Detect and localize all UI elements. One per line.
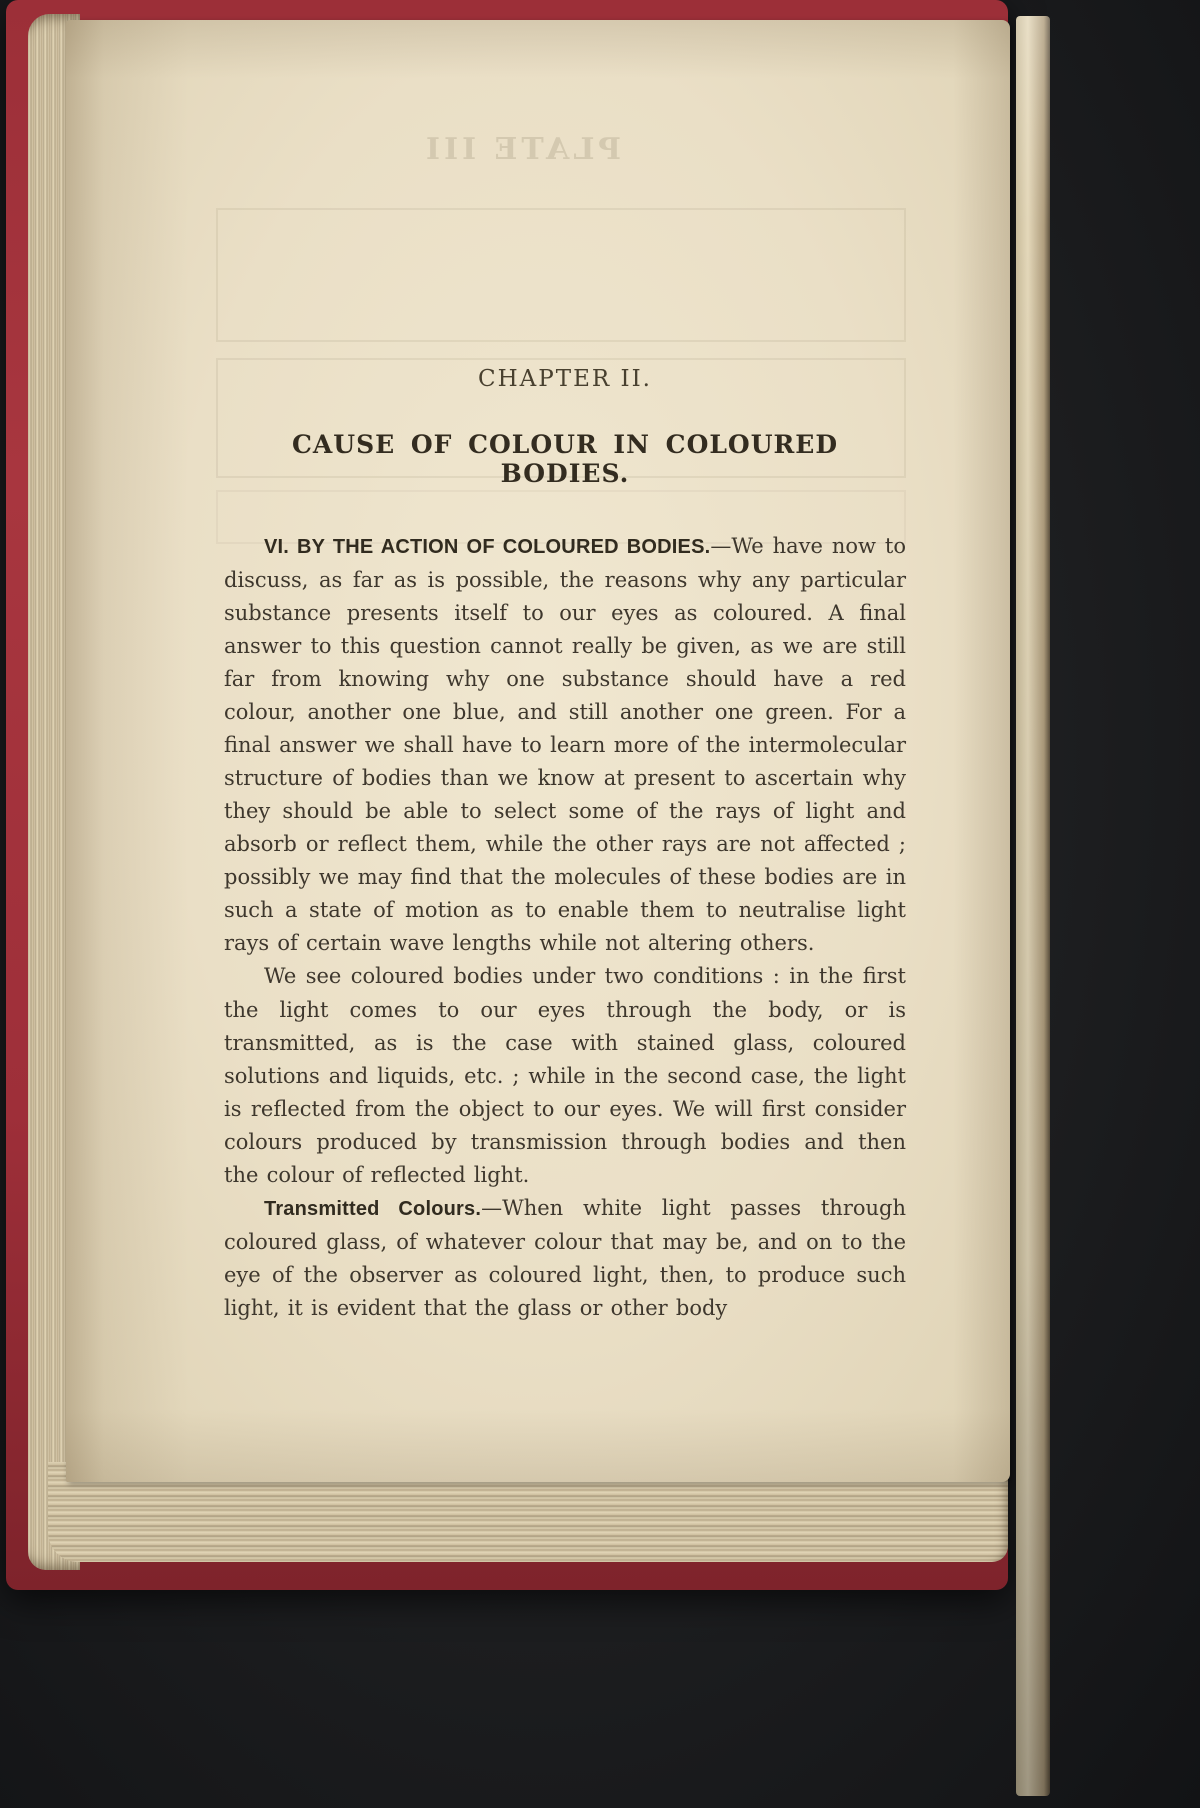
paragraph-text: —When white light passes through coloured glass, of whatever colour that may be, and on to the eye of the observer as coloured light, then, to produce such light, it is evident that the glass or other body [224,1196,907,1320]
right-page-fore-edge [1016,16,1050,1796]
body-paragraph [224,960,906,1192]
page-title: CAUSE OF COLOUR IN COLOURED BODIES. [291,430,839,488]
body-paragraph [224,530,906,960]
bleedthrough-plate-title: PLATE III [422,132,622,167]
paragraph-lead: Transmitted Colours. [264,1198,482,1220]
paragraph-lead: VI. BY THE ACTION OF COLOURED BODIES. [264,536,711,558]
bleedthrough-figure-box [216,208,906,342]
book-page [66,20,1010,1482]
paragraph-text: —We have now to discuss, as far as is possible, the reasons why any particular substance presents itself to our eyes as coloured. A final answer to this question cannot really be given, as we are still far from knowing why one substance should have a red colour, another one blue, and still another one green. For a final answer we shall have to learn more of the intermolecular structure of bodies than we know at present to ascertain why they should be able to select some of the rays of light and absorb or reflect them, while the other rays are not affected ; possibly we may find that the molecules of these bodies are in such a state of motion as to enable them to neutralise light rays of certain wave lengths while not altering others. [224,534,906,955]
body-paragraph [224,1192,906,1325]
page-content [224,366,906,1325]
paragraph-text: We see coloured bodies under two conditions : in the first the light comes to our eyes through the body, or is transmitted, as is the case with stained glass, coloured solutions and liquids, etc. ; while in the second case, the light is reflected from the object to our eyes. We will first consider colours produced by transmission through bodies and then the colour of reflected light. [224,964,906,1187]
chapter-heading: CHAPTER II. [478,366,652,392]
